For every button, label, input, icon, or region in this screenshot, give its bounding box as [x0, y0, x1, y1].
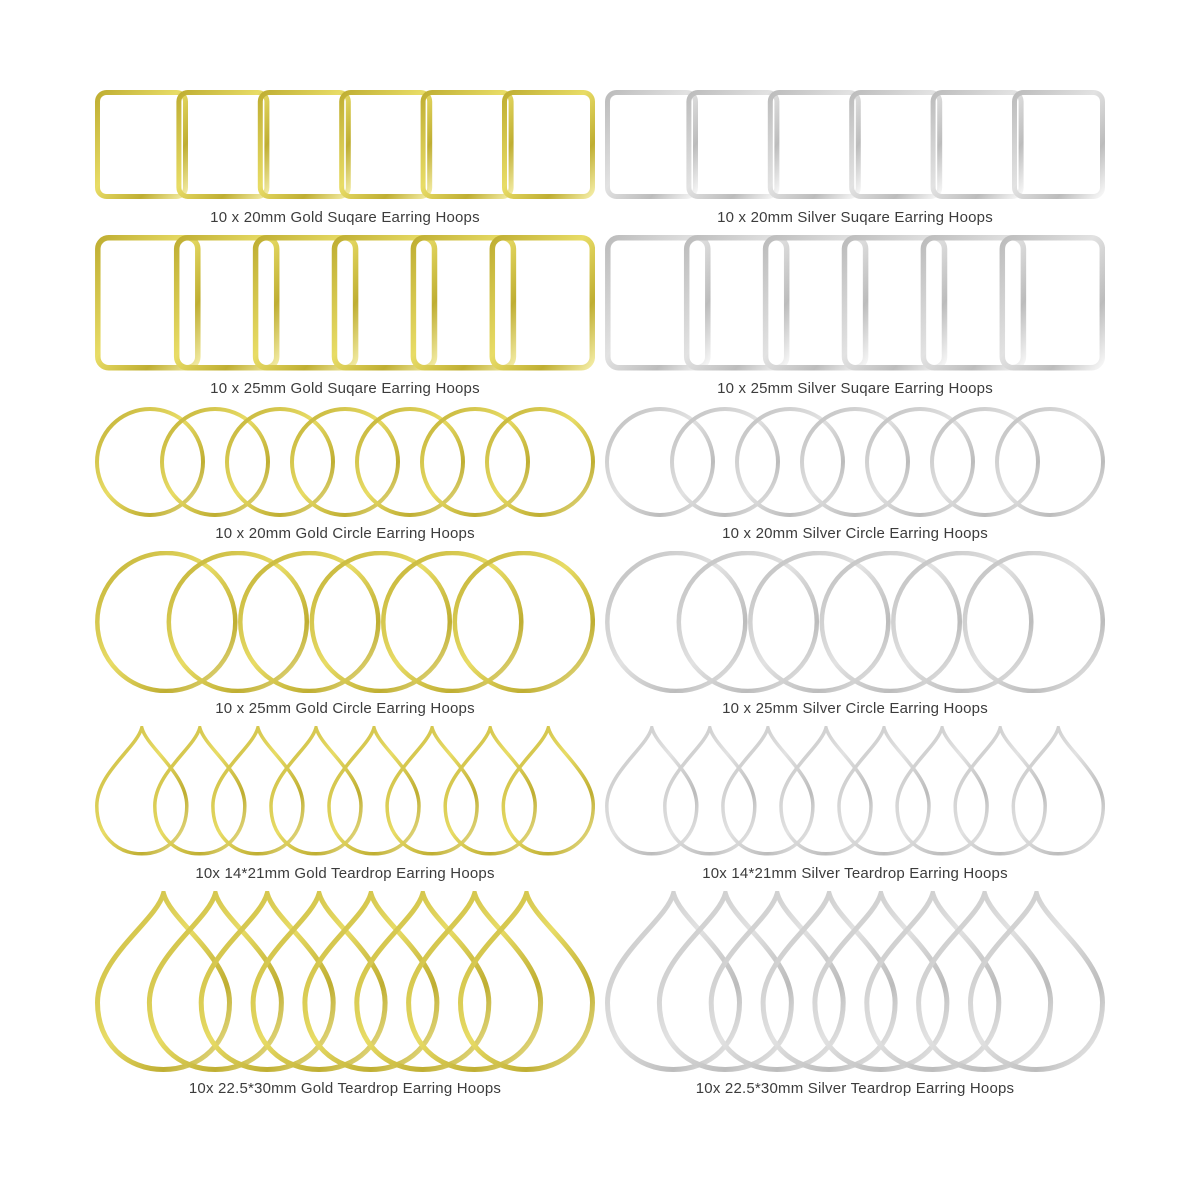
silver-circle-group: [605, 551, 1105, 718]
silver-teardrop-hoops-graphic: [605, 726, 1105, 858]
gold-teardrop-hoop: [213, 728, 303, 854]
silver-teardrop-hoop: [665, 728, 755, 854]
silver-square-hoop: [1015, 93, 1103, 197]
item-label: 10 x 20mm Silver Suqare Earring Hoops: [717, 209, 993, 226]
gold-circle-hoop: [227, 409, 333, 515]
silver-circle-hoop: [997, 409, 1103, 515]
gold-square-hoop: [505, 93, 593, 197]
silver-circle-hoop: [893, 553, 1031, 691]
silver-circle-hoop: [607, 409, 713, 515]
silver-teardrop-hoop: [723, 728, 813, 854]
silver-teardrop-group: [605, 726, 1105, 883]
silver-circle-hoop: [607, 553, 745, 691]
gold-circle-hoop: [312, 553, 450, 691]
gold-circle-group: [95, 406, 595, 543]
silver-circle-hoop: [867, 409, 973, 515]
gold-square-hoop: [179, 93, 267, 197]
gold-teardrop-hoop: [329, 728, 419, 854]
silver-circle-hoop: [822, 553, 960, 691]
silver-square-hoop: [845, 238, 945, 368]
gold-circle-hoop: [455, 553, 593, 691]
gold-square-hoop: [423, 93, 511, 197]
silver-square-hoop: [608, 93, 696, 197]
silver-circle-group: [605, 406, 1105, 543]
gold-circle-hoop: [357, 409, 463, 515]
silver-circle-hoop: [672, 409, 778, 515]
grid-row-teardrop-14*21mm: [95, 726, 1105, 883]
silver-teardrop-group: [605, 891, 1105, 1098]
item-label: 10 x 25mm Silver Circle Earring Hoops: [722, 700, 988, 717]
gold-teardrop-group: [95, 726, 595, 883]
silver-circle-hoop: [932, 409, 1038, 515]
silver-square-hoop: [923, 238, 1023, 368]
silver-circle-hoop: [737, 409, 843, 515]
item-label: 10x 22.5*30mm Gold Teardrop Earring Hoops: [188, 1080, 502, 1097]
silver-square-hoop: [689, 93, 777, 197]
gold-square-hoop: [98, 238, 198, 368]
gold-square-hoop: [256, 238, 356, 368]
silver-teardrop-hoop: [607, 728, 697, 854]
item-label: 10 x 25mm Gold Circle Earring Hoops: [215, 700, 475, 717]
silver-square-hoop: [770, 93, 858, 197]
grid-row-square-20mm: [95, 90, 1105, 227]
gold-circle-hoop: [97, 553, 235, 691]
silver-circle-hoop: [750, 553, 888, 691]
gold-square-hoop: [342, 93, 430, 197]
gold-square-group: [95, 90, 595, 227]
item-label: 10 x 25mm Gold Suqare Earring Hoops: [210, 380, 480, 397]
gold-circle-hoops-graphic: [95, 551, 595, 693]
gold-circle-hoops-graphic: [95, 406, 595, 518]
item-label: 10 x 20mm Gold Suqare Earring Hoops: [210, 209, 480, 226]
grid-row-circle-25mm: [95, 551, 1105, 718]
gold-circle-hoop: [162, 409, 268, 515]
silver-square-hoop: [933, 93, 1021, 197]
item-label: 10 x 20mm Gold Circle Earring Hoops: [215, 525, 475, 542]
gold-square-hoop: [260, 93, 348, 197]
gold-square-hoops-graphic: [95, 90, 595, 202]
gold-circle-hoop: [240, 553, 378, 691]
silver-teardrop-hoop: [897, 728, 987, 854]
silver-square-hoop: [687, 238, 787, 368]
gold-circle-hoop: [383, 553, 521, 691]
grid-row-circle-20mm: [95, 406, 1105, 543]
silver-teardrop-hoop: [839, 728, 929, 854]
silver-square-group: [605, 235, 1105, 398]
gold-square-hoop: [492, 238, 592, 368]
silver-square-hoop: [1002, 238, 1102, 368]
gold-teardrop-hoop: [445, 728, 535, 854]
gold-square-hoops-graphic: [95, 235, 595, 373]
silver-circle-hoop: [679, 553, 817, 691]
silver-square-hoop: [766, 238, 866, 368]
gold-teardrop-hoop: [155, 728, 245, 854]
gold-square-hoop: [335, 238, 435, 368]
gold-teardrop-hoops-graphic: [95, 891, 595, 1073]
product-grid: [95, 90, 1105, 1106]
silver-teardrop-hoop: [1013, 728, 1103, 854]
gold-teardrop-hoops-graphic: [95, 726, 595, 858]
gold-teardrop-hoop: [503, 728, 593, 854]
gold-teardrop-hoop: [97, 728, 187, 854]
gold-teardrop-hoop: [271, 728, 361, 854]
gold-circle-hoop: [292, 409, 398, 515]
silver-square-hoop: [852, 93, 940, 197]
item-label: 10x 22.5*30mm Silver Teardrop Earring Hoops: [695, 1080, 1015, 1097]
gold-square-hoop: [413, 238, 513, 368]
silver-teardrop-hoop: [781, 728, 871, 854]
silver-teardrop-hoops-graphic: [605, 891, 1105, 1073]
gold-circle-hoop: [487, 409, 593, 515]
silver-square-hoop: [608, 238, 708, 368]
item-label: 10 x 25mm Silver Suqare Earring Hoops: [717, 380, 993, 397]
gold-square-hoop: [98, 93, 186, 197]
gold-teardrop-hoop: [387, 728, 477, 854]
grid-row-square-25mm: [95, 235, 1105, 398]
silver-circle-hoops-graphic: [605, 551, 1105, 693]
silver-teardrop-hoop: [955, 728, 1045, 854]
silver-circle-hoop: [802, 409, 908, 515]
gold-circle-hoop: [169, 553, 307, 691]
item-label: 10x 14*21mm Silver Teardrop Earring Hoops: [702, 865, 1008, 882]
silver-circle-hoop: [965, 553, 1103, 691]
gold-circle-hoop: [422, 409, 528, 515]
gold-square-hoop: [177, 238, 277, 368]
silver-square-hoops-graphic: [605, 90, 1105, 202]
item-label: 10 x 20mm Silver Circle Earring Hoops: [722, 525, 988, 542]
silver-circle-hoops-graphic: [605, 406, 1105, 518]
gold-circle-group: [95, 551, 595, 718]
silver-square-group: [605, 90, 1105, 227]
gold-teardrop-group: [95, 891, 595, 1098]
gold-square-group: [95, 235, 595, 398]
gold-circle-hoop: [97, 409, 203, 515]
item-label: 10x 14*21mm Gold Teardrop Earring Hoops: [195, 865, 495, 882]
silver-square-hoops-graphic: [605, 235, 1105, 373]
grid-row-teardrop-22.5*30mm: [95, 891, 1105, 1098]
